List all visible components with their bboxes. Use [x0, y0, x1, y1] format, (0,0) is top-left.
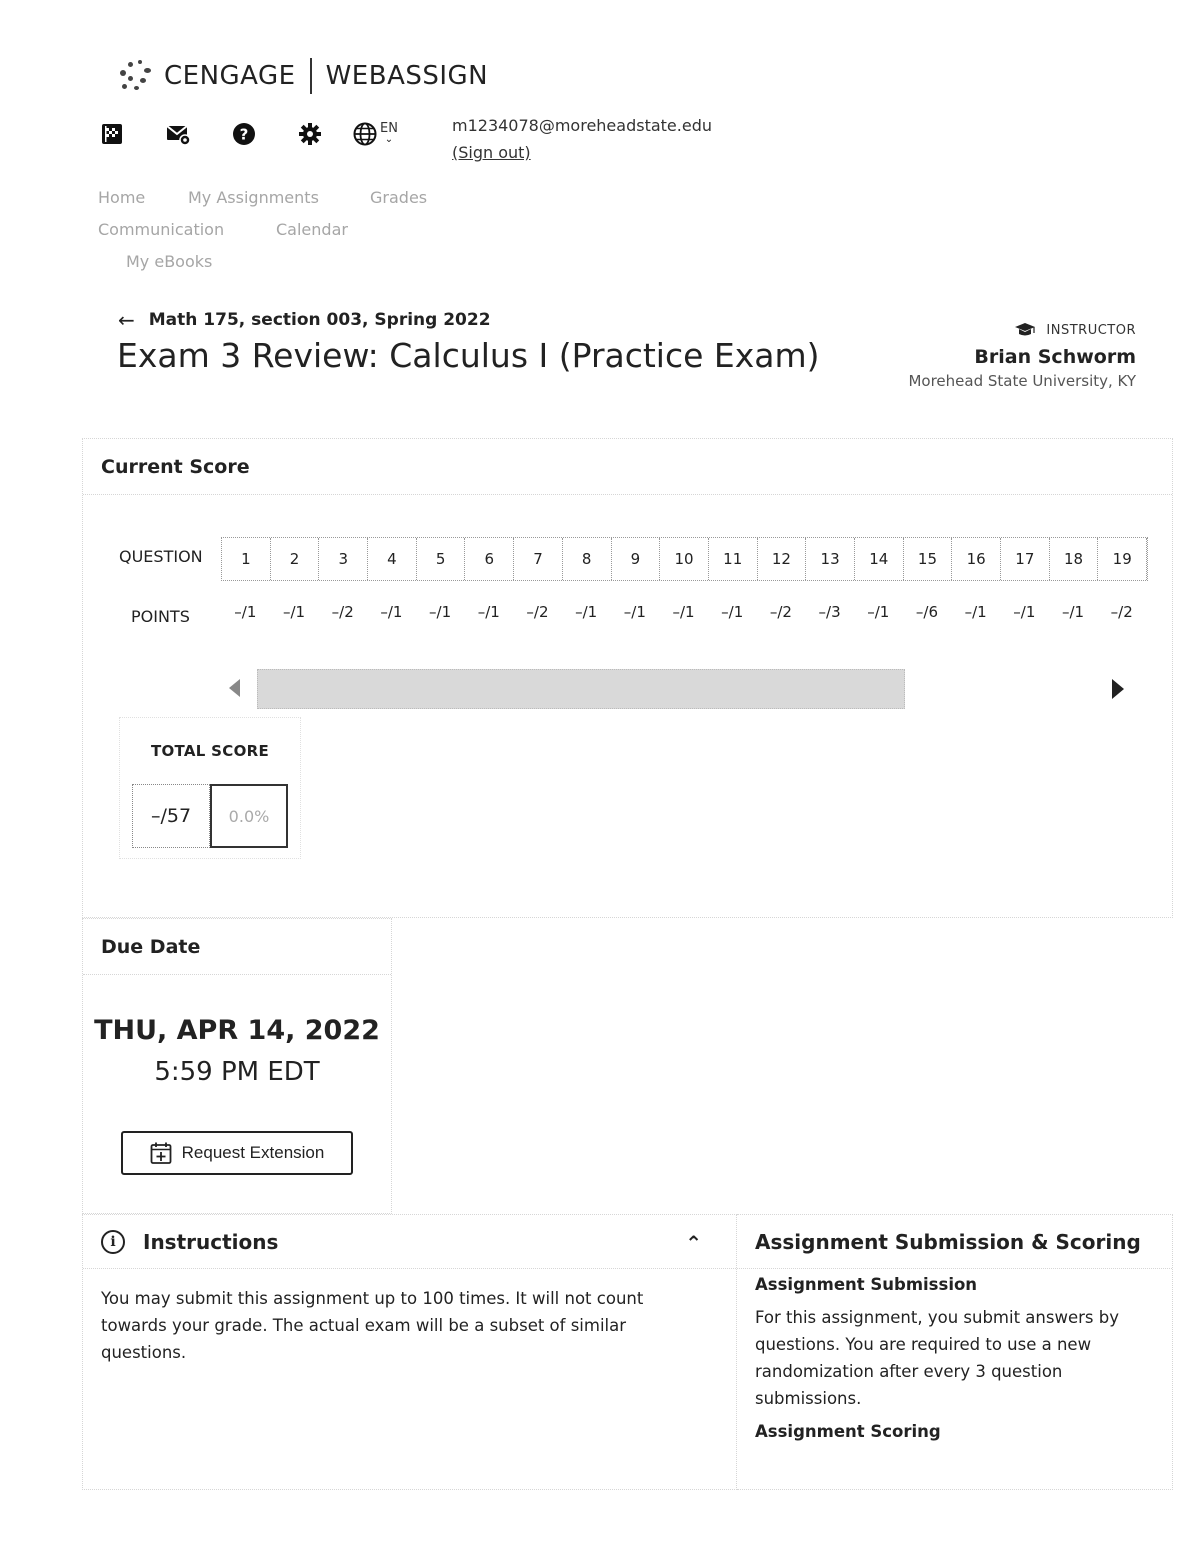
points-cell: –/3: [818, 603, 841, 621]
points-cell: –/1: [1061, 603, 1085, 621]
instructions-heading: Instructions: [143, 1229, 279, 1254]
due-day: THU, APR 14, 2022: [94, 1015, 380, 1046]
due-time: 5:59 PM EDT: [154, 1057, 320, 1087]
submission-scoring-heading: Assignment Submission & Scoring: [737, 1215, 1172, 1269]
points-cell: –/2: [769, 603, 792, 621]
scoring-subheading: Assignment Scoring: [755, 1422, 941, 1441]
points-cell: –/1: [623, 603, 646, 621]
points-cell: –/1: [575, 603, 598, 621]
brand-webassign: WEBASSIGN: [325, 61, 489, 91]
submission-scoring-panel: [737, 1214, 1173, 1490]
due-date-heading: Due Date: [83, 919, 391, 975]
instructor-name: Brian Schworm: [974, 346, 1136, 368]
question-cell[interactable]: 11: [709, 538, 758, 580]
question-cell[interactable]: 1: [222, 538, 271, 580]
question-cell[interactable]: 8: [563, 538, 612, 580]
request-extension-button[interactable]: [121, 1131, 353, 1175]
back-arrow-icon[interactable]: ←: [118, 308, 135, 332]
sign-out-link[interactable]: (Sign out): [452, 143, 531, 162]
graduation-cap-icon: [1014, 322, 1036, 338]
points-cell: –/1: [234, 603, 257, 621]
question-cell[interactable]: 15: [904, 538, 953, 580]
chevron-down-icon: ⌄: [384, 134, 394, 145]
question-cell[interactable]: 17: [1001, 538, 1050, 580]
question-cell[interactable]: 3: [319, 538, 368, 580]
user-account: [452, 116, 712, 162]
chevron-up-icon[interactable]: ⌃: [685, 1231, 702, 1255]
svg-text:?: ?: [239, 125, 249, 144]
help-icon[interactable]: [230, 120, 258, 148]
user-email: m1234078@moreheadstate.edu: [452, 116, 712, 135]
calendar-add-icon: [150, 1141, 172, 1165]
info-icon: i: [101, 1230, 125, 1254]
points-cell: –/1: [380, 603, 403, 621]
points-cell: –/1: [282, 603, 306, 621]
points-cell: –/2: [331, 603, 354, 621]
question-cell[interactable]: 16: [952, 538, 1001, 580]
scroll-right-icon[interactable]: [1112, 679, 1124, 699]
cengage-logo[interactable]: [114, 56, 488, 96]
brand-divider: [310, 58, 312, 94]
scroll-left-icon[interactable]: [229, 679, 240, 697]
mail-settings-icon[interactable]: [164, 120, 192, 148]
points-cell: –/1: [429, 603, 452, 621]
brand-cengage: CENGAGE: [164, 61, 296, 91]
question-cell[interactable]: 4: [368, 538, 417, 580]
language-selector[interactable]: [352, 121, 398, 147]
nav-my-assignments[interactable]: My Assignments: [188, 188, 319, 207]
gear-icon[interactable]: [296, 120, 324, 148]
question-cell[interactable]: 9: [612, 538, 661, 580]
points-row-label: POINTS: [131, 607, 190, 626]
question-cell[interactable]: 12: [758, 538, 807, 580]
question-cell[interactable]: 14: [855, 538, 904, 580]
request-extension-label: Request Extension: [181, 1143, 325, 1162]
question-strip: [221, 537, 1148, 581]
instructor-info: [908, 322, 1136, 390]
total-score-label: TOTAL SCORE: [150, 742, 270, 760]
current-score-heading: Current Score: [83, 439, 1172, 495]
question-cell[interactable]: 19: [1098, 538, 1147, 580]
submission-text: For this assignment, you submit answers by questions. You are required to use a new randomization after every 3 question submissions.: [755, 1308, 1119, 1408]
total-points: –/57: [132, 784, 210, 848]
nav-home[interactable]: Home: [98, 188, 146, 207]
points-cell: –/1: [964, 603, 987, 621]
question-cell[interactable]: 2: [271, 538, 320, 580]
instructions-text: You may submit this assignment up to 100 times. It will not count towards your grade. The actual exam will be a subset of similar questions.: [101, 1289, 644, 1362]
question-cell[interactable]: 18: [1050, 538, 1099, 580]
total-percent: 0.0%: [210, 784, 288, 848]
scrollbar-thumb[interactable]: [257, 669, 905, 709]
points-strip: [221, 603, 1146, 621]
nav-communication[interactable]: Communication: [98, 220, 225, 239]
breadcrumb[interactable]: [118, 308, 491, 332]
points-cell: –/2: [526, 603, 549, 621]
points-cell: –/1: [1013, 603, 1036, 621]
instructions-header[interactable]: [83, 1215, 736, 1269]
question-cell[interactable]: 13: [806, 538, 855, 580]
total-score-box: [119, 717, 301, 859]
question-cell[interactable]: 7: [514, 538, 563, 580]
course-breadcrumb[interactable]: Math 175, section 003, Spring 2022: [148, 310, 491, 330]
points-cell: –/1: [867, 603, 890, 621]
nav-grades[interactable]: Grades: [370, 188, 428, 207]
points-cell: –/6: [915, 603, 939, 621]
current-score-panel: [82, 438, 1173, 918]
nav-my-ebooks[interactable]: My eBooks: [126, 252, 213, 271]
question-row-label: QUESTION: [119, 547, 203, 566]
question-scrollbar[interactable]: [221, 667, 1136, 711]
instructions-panel: [82, 1214, 737, 1490]
instructor-school: Morehead State University, KY: [908, 372, 1136, 390]
due-date-panel: [82, 918, 392, 1214]
points-cell: –/1: [672, 603, 695, 621]
globe-icon: [352, 121, 378, 147]
question-cell[interactable]: 6: [465, 538, 514, 580]
cengage-mark-icon: [114, 56, 158, 96]
submission-subheading: Assignment Submission: [755, 1275, 978, 1294]
points-cell: –/1: [721, 603, 744, 621]
language-code: EN: [380, 121, 398, 136]
points-cell: –/1: [477, 603, 500, 621]
toolbar: [98, 120, 398, 148]
instructor-label: INSTRUCTOR: [1046, 322, 1136, 338]
question-cell[interactable]: 10: [660, 538, 709, 580]
points-cell: –/2: [1110, 603, 1133, 621]
flag-icon[interactable]: [98, 120, 126, 148]
page-title: Exam 3 Review: Calculus I (Practice Exam): [117, 336, 820, 375]
nav-calendar[interactable]: Calendar: [276, 220, 348, 239]
question-cell[interactable]: 5: [417, 538, 466, 580]
